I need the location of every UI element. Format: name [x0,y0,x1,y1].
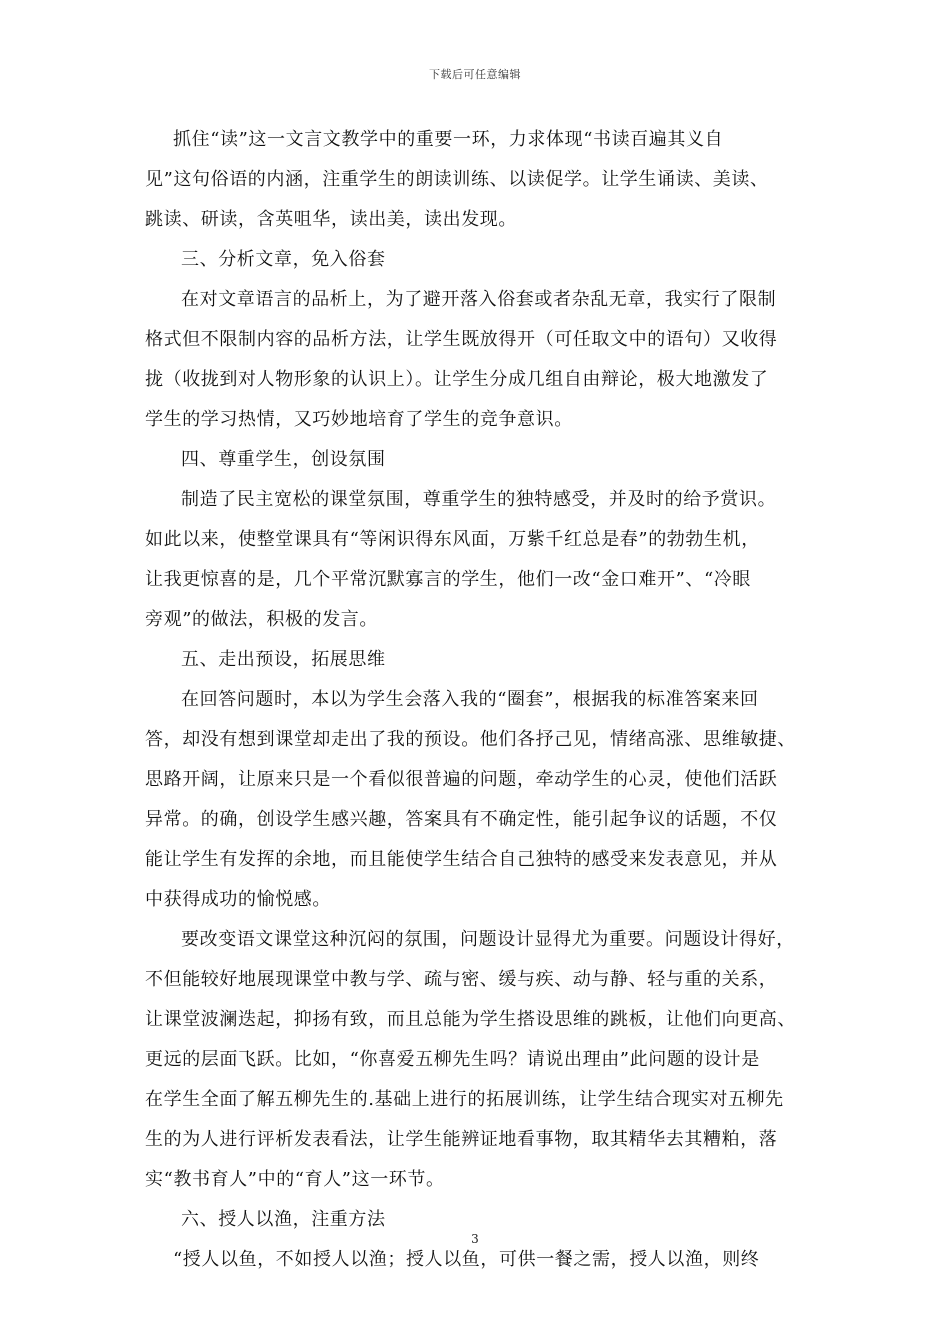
paragraph-line: 不但能较好地展现课堂中教与学、疏与密、缓与疾、动与静、轻与重的关系， [145,969,778,990]
paragraph-line: 答，却没有想到课堂却走出了我的预设。他们各抒己见，情绪高涨、思维敏捷、 [145,729,796,750]
page-number: 3 [471,1232,479,1246]
paragraph-line: 实“教书育人”中的“育人”这一环节。 [145,1169,445,1190]
paragraph-line: 格式但不限制内容的品析方法，让学生既放得开（可任取文中的语句）又收得 [145,329,778,350]
section-heading: 五、走出预设，拓展思维 [181,649,386,670]
paragraph-line: 旁观”的做法，积极的发言。 [145,609,379,630]
paragraph-line: 跳读、研读，含英咀华，读出美，读出发现。 [145,209,517,230]
paragraph-line: 如此以来，使整堂课具有“等闲识得东风面，万紫千红总是春”的勃勃生机， [145,529,760,550]
paragraph-line: “授人以鱼，不如授人以渔；授人以鱼，可供一餐之需，授人以渔，则终 [173,1249,760,1270]
paragraph-line: 见”这句俗语的内涵，注重学生的朗读训练、以读促学。让学生诵读、美读、 [145,169,769,190]
section-heading: 六、授人以渔，注重方法 [181,1209,386,1230]
page-header: 下载后可任意编辑 [429,68,521,81]
document-body [145,120,810,1280]
paragraph-line: 让课堂波澜迭起，抑扬有致，而且总能为学生搭设思维的跳板，让他们向更高、 [145,1009,796,1030]
section-heading: 三、分析文章，免入俗套 [181,249,386,270]
paragraph-line: 制造了民主宽松的课堂氛围，尊重学生的独特感受，并及时的给予赏识。 [181,489,777,510]
paragraph-line: 更远的层面飞跃。比如，“你喜爱五柳先生吗？请说出理由”此问题的设计是 [145,1049,760,1070]
paragraph-line: 在学生全面了解五柳先生的.基础上进行的拓展训练，让学生结合现实对五柳先 [145,1089,784,1110]
paragraph-line: 在对文章语言的品析上，为了避开落入俗套或者杂乱无章，我实行了限制 [181,289,777,310]
paragraph-line: 学生的学习热情，又巧妙地培育了学生的竞争意识。 [145,409,573,430]
paragraph-line: 让我更惊喜的是，几个平常沉默寡言的学生，他们一改“金口难开”、“冷眼 [145,569,752,590]
paragraph-line: 要改变语文课堂这种沉闷的氛围，问题设计显得尤为重要。问题设计得好， [181,929,795,950]
paragraph-line: 在回答问题时，本以为学生会落入我的“圈套”，根据我的标准答案来回 [181,689,759,710]
section-heading: 四、尊重学生，创设氛围 [181,449,386,470]
paragraph-line: 中获得成功的愉悦感。 [145,889,331,910]
paragraph-line: 抓住“读”这一文言文教学中的重要一环，力求体现“书读百遍其义自 [173,129,724,150]
paragraph-line: 异常。的确，创设学生感兴趣，答案具有不确定性，能引起争议的话题，不仅 [145,809,778,830]
paragraph-line: 拢（收拢到对人物形象的认识上）。让学生分成几组自由辩论，极大地激发了 [145,369,769,390]
paragraph-line: 思路开阔，让原来只是一个看似很普遍的问题，牵动学生的心灵，使他们活跃 [145,769,778,790]
paragraph-line: 生的为人进行评析发表看法，让学生能辨证地看事物，取其精华去其糟粕，落 [145,1129,778,1150]
paragraph-line: 能让学生有发挥的余地，而且能使学生结合自己独特的感受来发表意见，并从 [145,849,778,870]
